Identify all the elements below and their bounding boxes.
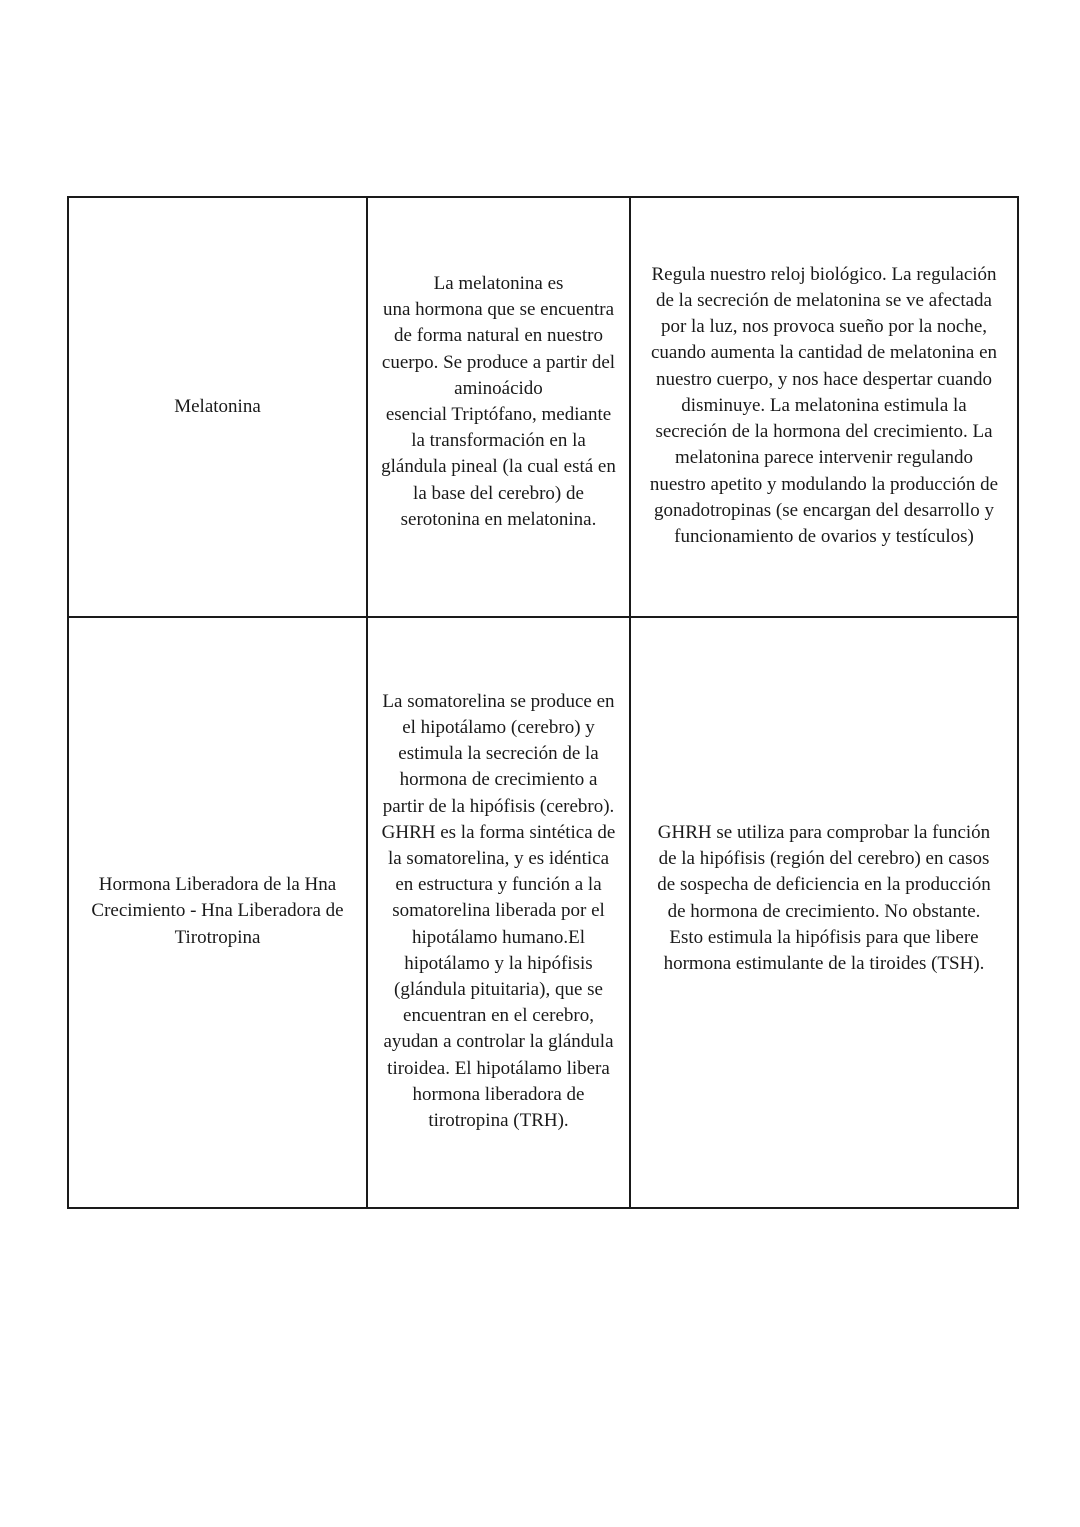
hormone-function-cell (630, 197, 1018, 617)
hormone-name: Hormona Liberadora de la Hna Crecimiento - Hna Liberadora de Tirotropina (91, 874, 344, 948)
hormone-name: Melatonina (174, 395, 261, 417)
hormone-description-cell (367, 617, 630, 1208)
hormone-function-cell (630, 617, 1018, 1208)
hormone-name-cell (68, 617, 367, 1208)
hormone-function: GHRH se utiliza para comprobar la función de la hipófisis (región del cerebro) en casos de sospecha de deficiencia en la producción de hormona de crecimiento. No obstante. Esto estimula la hipófisis para que libere hormona estimulante de la tiroides (TSH). (657, 821, 991, 974)
hormone-function: Regula nuestro reloj biológico. La regulación de la secreción de melatonina se ve afectada por la luz, nos provoca sueño por la noche, cuando aumenta la cantidad de melatonina en nuestro cuerpo, y nos hace despertar cuando disminuye. La melatonina estimula la secreción de la hormona del crecimiento. La melatonina parece intervenir regulando nuestro apetito y modulando la producción de gonadotropinas (se encargan del desarrollo y funcionamiento de ovarios y testículos) (649, 263, 999, 547)
table-row (68, 617, 1018, 1208)
hormone-description: La melatonina es una hormona que se encuentra de forma natural en nuestro cuerpo. Se produce a partir del aminoácido esencial Triptófano, mediante la transformación en la glándula pineal (la cual está en la base del cerebro) de serotonina en melatonina. (381, 272, 616, 530)
hormone-description: La somatorelina se produce en el hipotálamo (cerebro) y estimula la secreción de la hormona de crecimiento a partir de la hipófisis (cerebro). GHRH es la forma sintética de la somatorelina, y es idéntica en estructura y función a la somatorelina liberada por el hipotálamo humano.El hipotálamo y la hipófisis (glándula pituitaria), que se encuentran en el cerebro, ayudan a controlar la glándula tiroidea. El hipotálamo libera hormona liberadora de tirotropina (TRH). (381, 690, 616, 1132)
table-row (68, 197, 1018, 617)
hormone-table (67, 196, 1019, 1209)
hormone-name-cell (68, 197, 367, 617)
hormone-description-cell (367, 197, 630, 617)
